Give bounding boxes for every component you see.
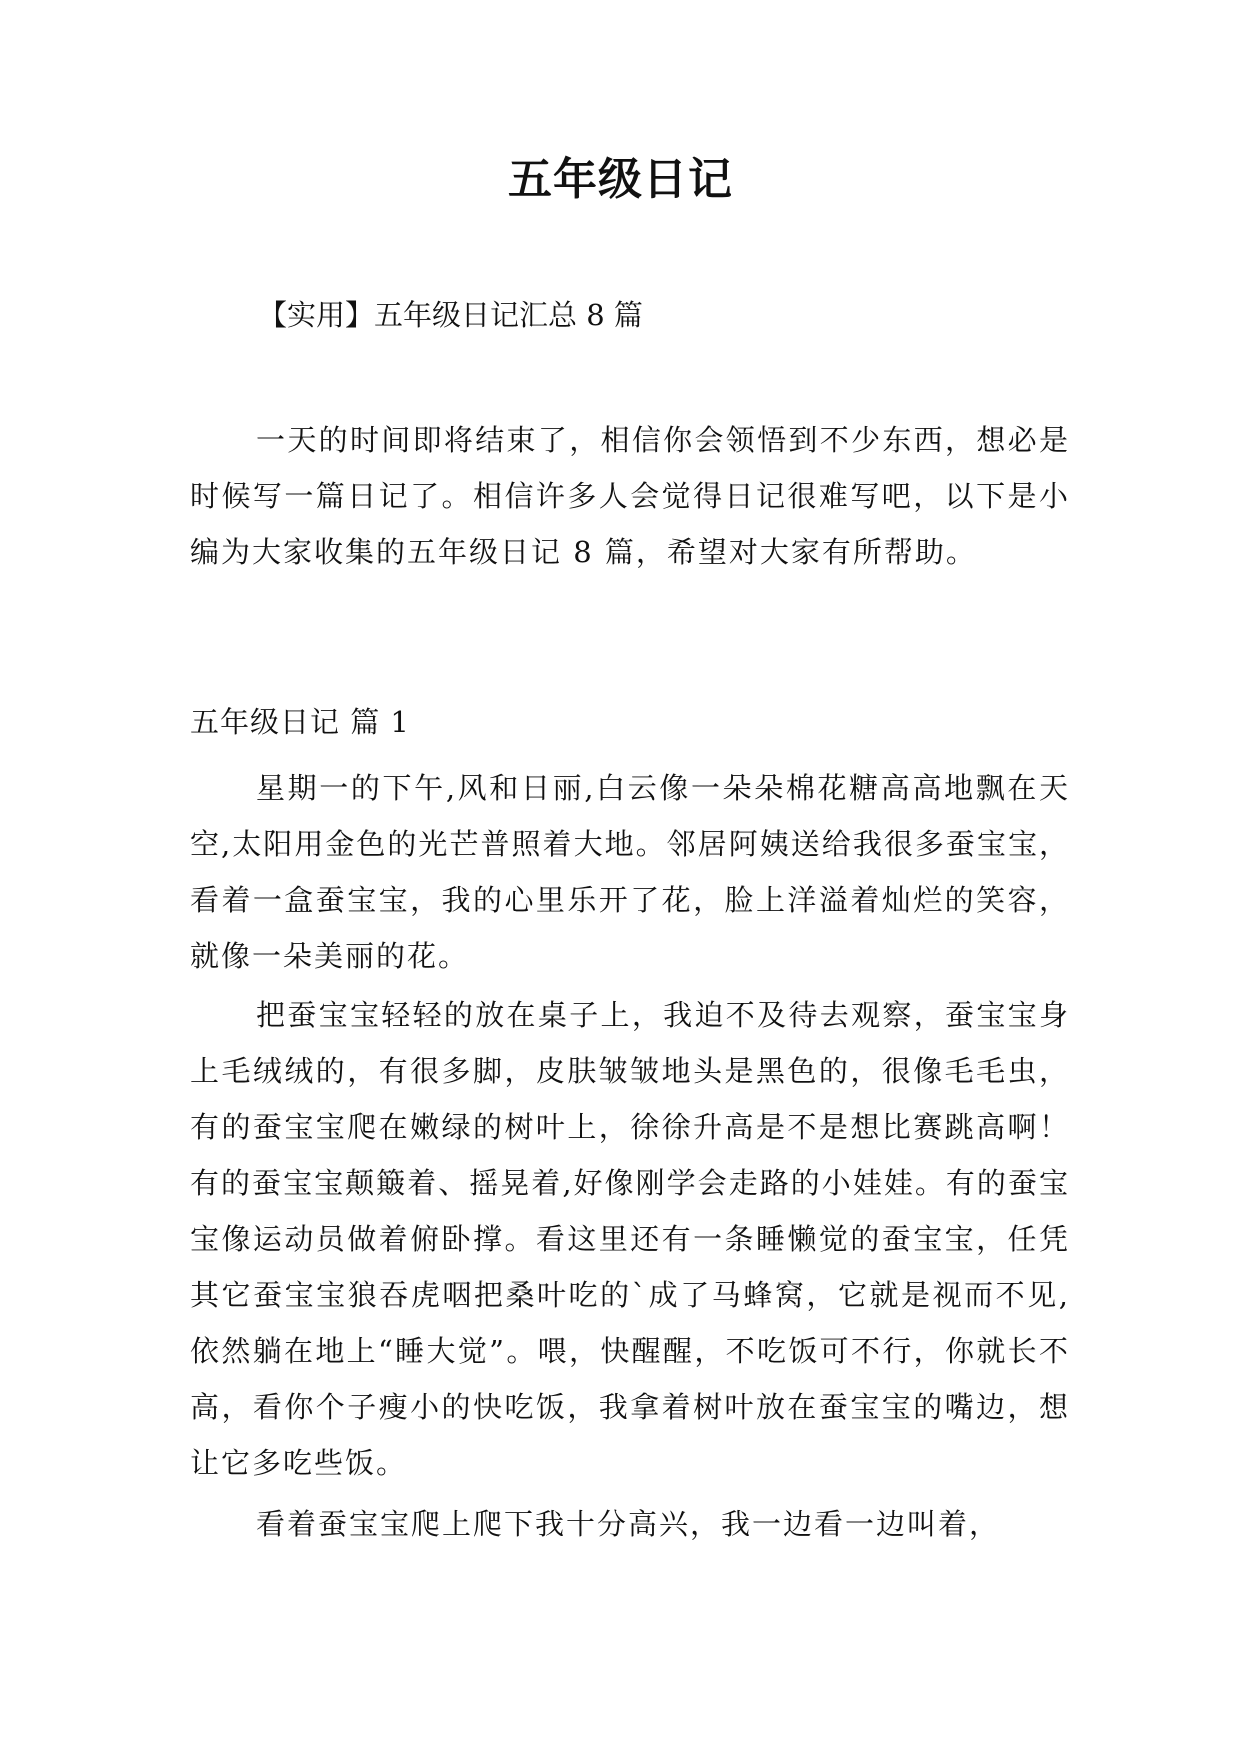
section-heading: 五年级日记 篇 1 [190, 705, 410, 739]
document-title: 五年级日记 [508, 154, 733, 205]
body-paragraph-1: 星期一的下午,风和日丽,白云像一朵朵棉花糖高高地飘在天空,太阳用金色的光芒普照着大地。邻居阿姨送给我很多蚕宝宝，看着一盒蚕宝宝，我的心里乐开了花，脸上洋溢着灿烂的笑容，就像一朵美丽的花。 [190, 771, 1070, 973]
body-paragraph-3: 看着蚕宝宝爬上爬下我十分高兴，我一边看一边叫着， [256, 1507, 1001, 1541]
intro-paragraph: 一天的时间即将结束了，相信你会领悟到不少东西，想必是时候写一篇日记了。相信许多人会觉得日记很难写吧，以下是小编为大家收集的五年级日记 8 篇，希望对大家有所帮助。 [190, 423, 1070, 569]
document-subtitle: 【实用】五年级日记汇总 8 篇 [258, 298, 643, 332]
body-paragraph-2: 把蚕宝宝轻轻的放在桌子上，我迫不及待去观察，蚕宝宝身上毛绒绒的，有很多脚，皮肤皱皱地头是黑色的，很像毛毛虫，有的蚕宝宝爬在嫩绿的树叶上，徐徐升高是不是想比赛跳高啊！有的蚕宝宝颠簸着、摇晃着,好像刚学会走路的小娃娃。有的蚕宝宝像运动员做着俯卧撑。看这里还有一条睡懒觉的蚕宝宝，任凭其它蚕宝宝狼吞虎咽把桑叶吃的`成了马蜂窝，它就是视而不见,依然躺在地上“睡大觉”。喂，快醒醒，不吃饭可不行，你就长不高，看你个子瘦小的快吃饭，我拿着树叶放在蚕宝宝的嘴边，想让它多吃些饭。 [190, 998, 1070, 1480]
